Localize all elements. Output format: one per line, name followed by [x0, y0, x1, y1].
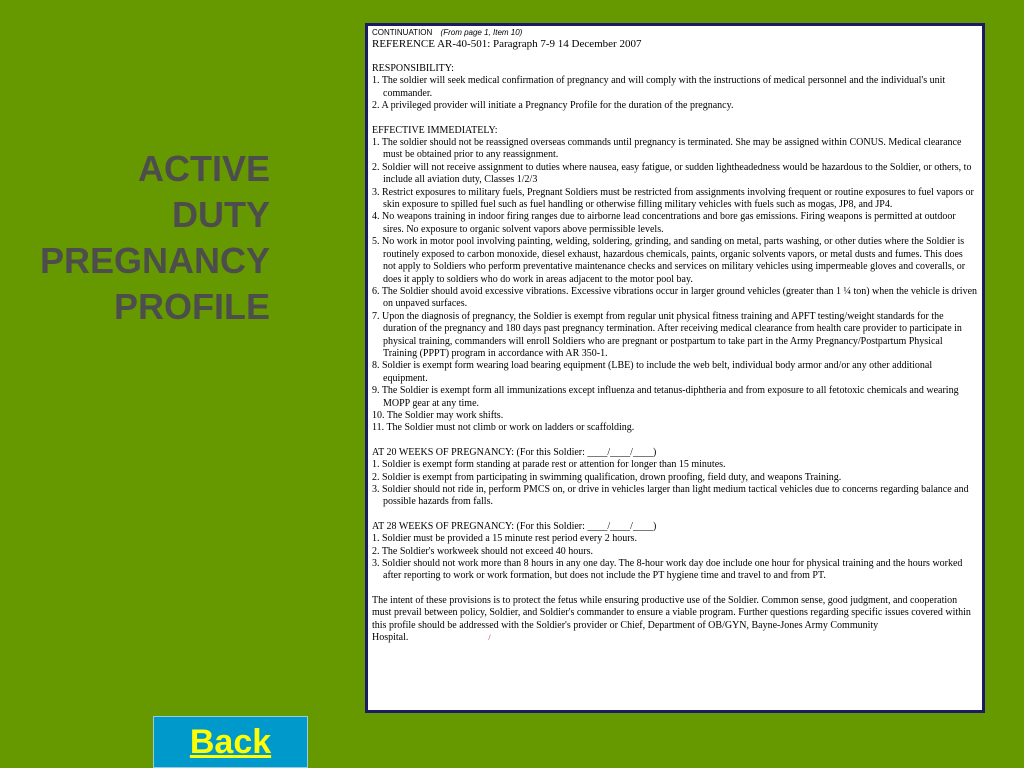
title-line: DUTY [172, 194, 270, 235]
week28-heading: AT 28 WEEKS OF PREGNANCY: (For this Soldier: ____/____/____) [372, 520, 657, 532]
title-line: PROFILE [113, 286, 270, 327]
continuation-line [372, 28, 978, 37]
responsibility-item: 1. The soldier will seek medical confirmation of pregnancy and will comply with the instructions of medical personnel and the individual's unit commander. [372, 75, 946, 99]
profile-document [365, 23, 985, 713]
slide-title [0, 146, 270, 330]
closing-text: The intent of these provisions is to protect the fetus while ensuring productive use of the Soldier. Common sense, good judgment, and cooperation must prevail between policy, Soldier, and Soldier's commander to ensure a viable program. Further questions regarding specific issues covered within this profile should be addressed with the Soldier's provider or Chief, Department of OB/GYN, Bayne-Jones Army Community Hospital. [372, 594, 971, 644]
effective-item: 3. Restrict exposures to military fuels, Pregnant Soldiers must be restricted from assignments involving frequent or routine exposures to fuel vapors or skin exposure to spilled fuel such as fuel handling or otherwise filling military vehicles with fuels such as mogas, JP8, and JP4. [372, 186, 974, 211]
week28-item: 3. Soldier should not work more than 8 hours in any one day. The 8-hour work day doe include one hour for physical training and the hours worked after reporting to work or work formation, but does not include the PT hygiene time and travel to and from PT. [372, 558, 963, 582]
effective-item: 8. Soldier is exempt form wearing load bearing equipment (LBE) to include the web belt, individual body armor and/or any other additional equipment. [372, 360, 933, 384]
effective-item: 2. Soldier will not receive assignment to duties where nausea, easy fatigue, or sudden lightheadedness would be hazardous to the Soldier, or others, to include all aviation duty, Classes 1/2/3 [372, 161, 972, 186]
effective-item: 6. The Soldier should avoid excessive vibrations. Excessive vibrations occur in larger ground vehicles (greater than 1 ¼ ton) when the vehicle is driven on unpaved surfaces. [372, 285, 978, 310]
red-mark: / [488, 633, 491, 643]
back-button[interactable]: Back [153, 716, 308, 768]
effective-heading: EFFECTIVE IMMEDIATELY: [372, 124, 498, 136]
responsibility-heading: RESPONSIBILITY: [372, 63, 454, 74]
week28-item: 1. Soldier must be provided a 15 minute rest period every 2 hours. [372, 533, 637, 545]
continuation-note: (From page 1, Item 10) [440, 28, 523, 37]
effective-item: 9. The Soldier is exempt form all immunizations except influenza and tetanus-diphtheria and from exposure to all fetotoxic chemicals and wearing MOPP gear at any time. [372, 385, 959, 409]
effective-item: 10. The Soldier may work shifts. [372, 409, 504, 421]
responsibility-item: 2. A privileged provider will initiate a Pregnancy Profile for the duration of the pregnancy. [372, 100, 734, 112]
week20-item: 3. Soldier should not ride in, perform PMCS on, or drive in vehicles larger than light medium tactical vehicles due to concerns regarding balance and possible hazards from falls. [372, 484, 969, 508]
continuation-label: CONTINUATION [372, 28, 433, 37]
title-line: PREGNANCY [39, 240, 270, 281]
effective-item: 1. The soldier should not be reassigned overseas commands until pregnancy is terminated. She may be assigned within CONUS. Medical clearance must be obtained prior to any reassignment. [372, 137, 962, 161]
closing-paragraph [372, 595, 978, 645]
effective-item: 11. The Soldier must not climb or work on ladders or scaffolding. [372, 422, 635, 434]
reference-line: REFERENCE AR-40-501: Paragraph 7-9 14 December 2007 [372, 38, 642, 50]
week28-item: 2. The Soldier's workweek should not exceed 40 hours. [372, 545, 594, 557]
week20-item: 2. Soldier is exempt from participating in swimming qualification, drown proofing, field duty, and weapons Training. [372, 471, 842, 483]
effective-item: 7. Upon the diagnosis of pregnancy, the Soldier is exempt from regular unit physical fitness training and APFT testing/weight standards for the duration of the pregnancy and 180 days past pregnancy termination. After receiving medical clearance from health care provider to participate in physical training, commanders will enroll Soldiers who are pregnant or postpartum to take part in the Army Pregnancy/Postpartum Physical Training (PPPT) program in accordance with AR 350-1. [372, 310, 962, 359]
effective-item: 4. No weapons training in indoor firing ranges due to airborne lead concentrations and bore gas emissions. Firing weapons is permitted at outdoor sires. No exposure to organic solvent vapors above permissible levels. [372, 211, 956, 235]
week20-heading: AT 20 WEEKS OF PREGNANCY: (For this Soldier: ____/____/____) [372, 446, 657, 458]
week20-item: 1. Soldier is exempt form standing at parade rest or attention for longer than 15 minutes. [372, 459, 726, 471]
effective-item: 5. No work in motor pool involving painting, welding, soldering, grinding, and sanding on metal, parts washing, or other duties where the Soldier is routinely exposed to carbon monoxide, diesel exhaust, hazardous chemicals, paints, organic solvents vapors, or metal dusts and fumes. This does not apply to Soldiers who perform preventative maintenance checks and services on military vehicles using impermeable gloves and coveralls, or does it apply to soldiers who do work in areas adjacent to the motor pool bay. [372, 236, 966, 285]
title-line: ACTIVE [137, 148, 270, 189]
